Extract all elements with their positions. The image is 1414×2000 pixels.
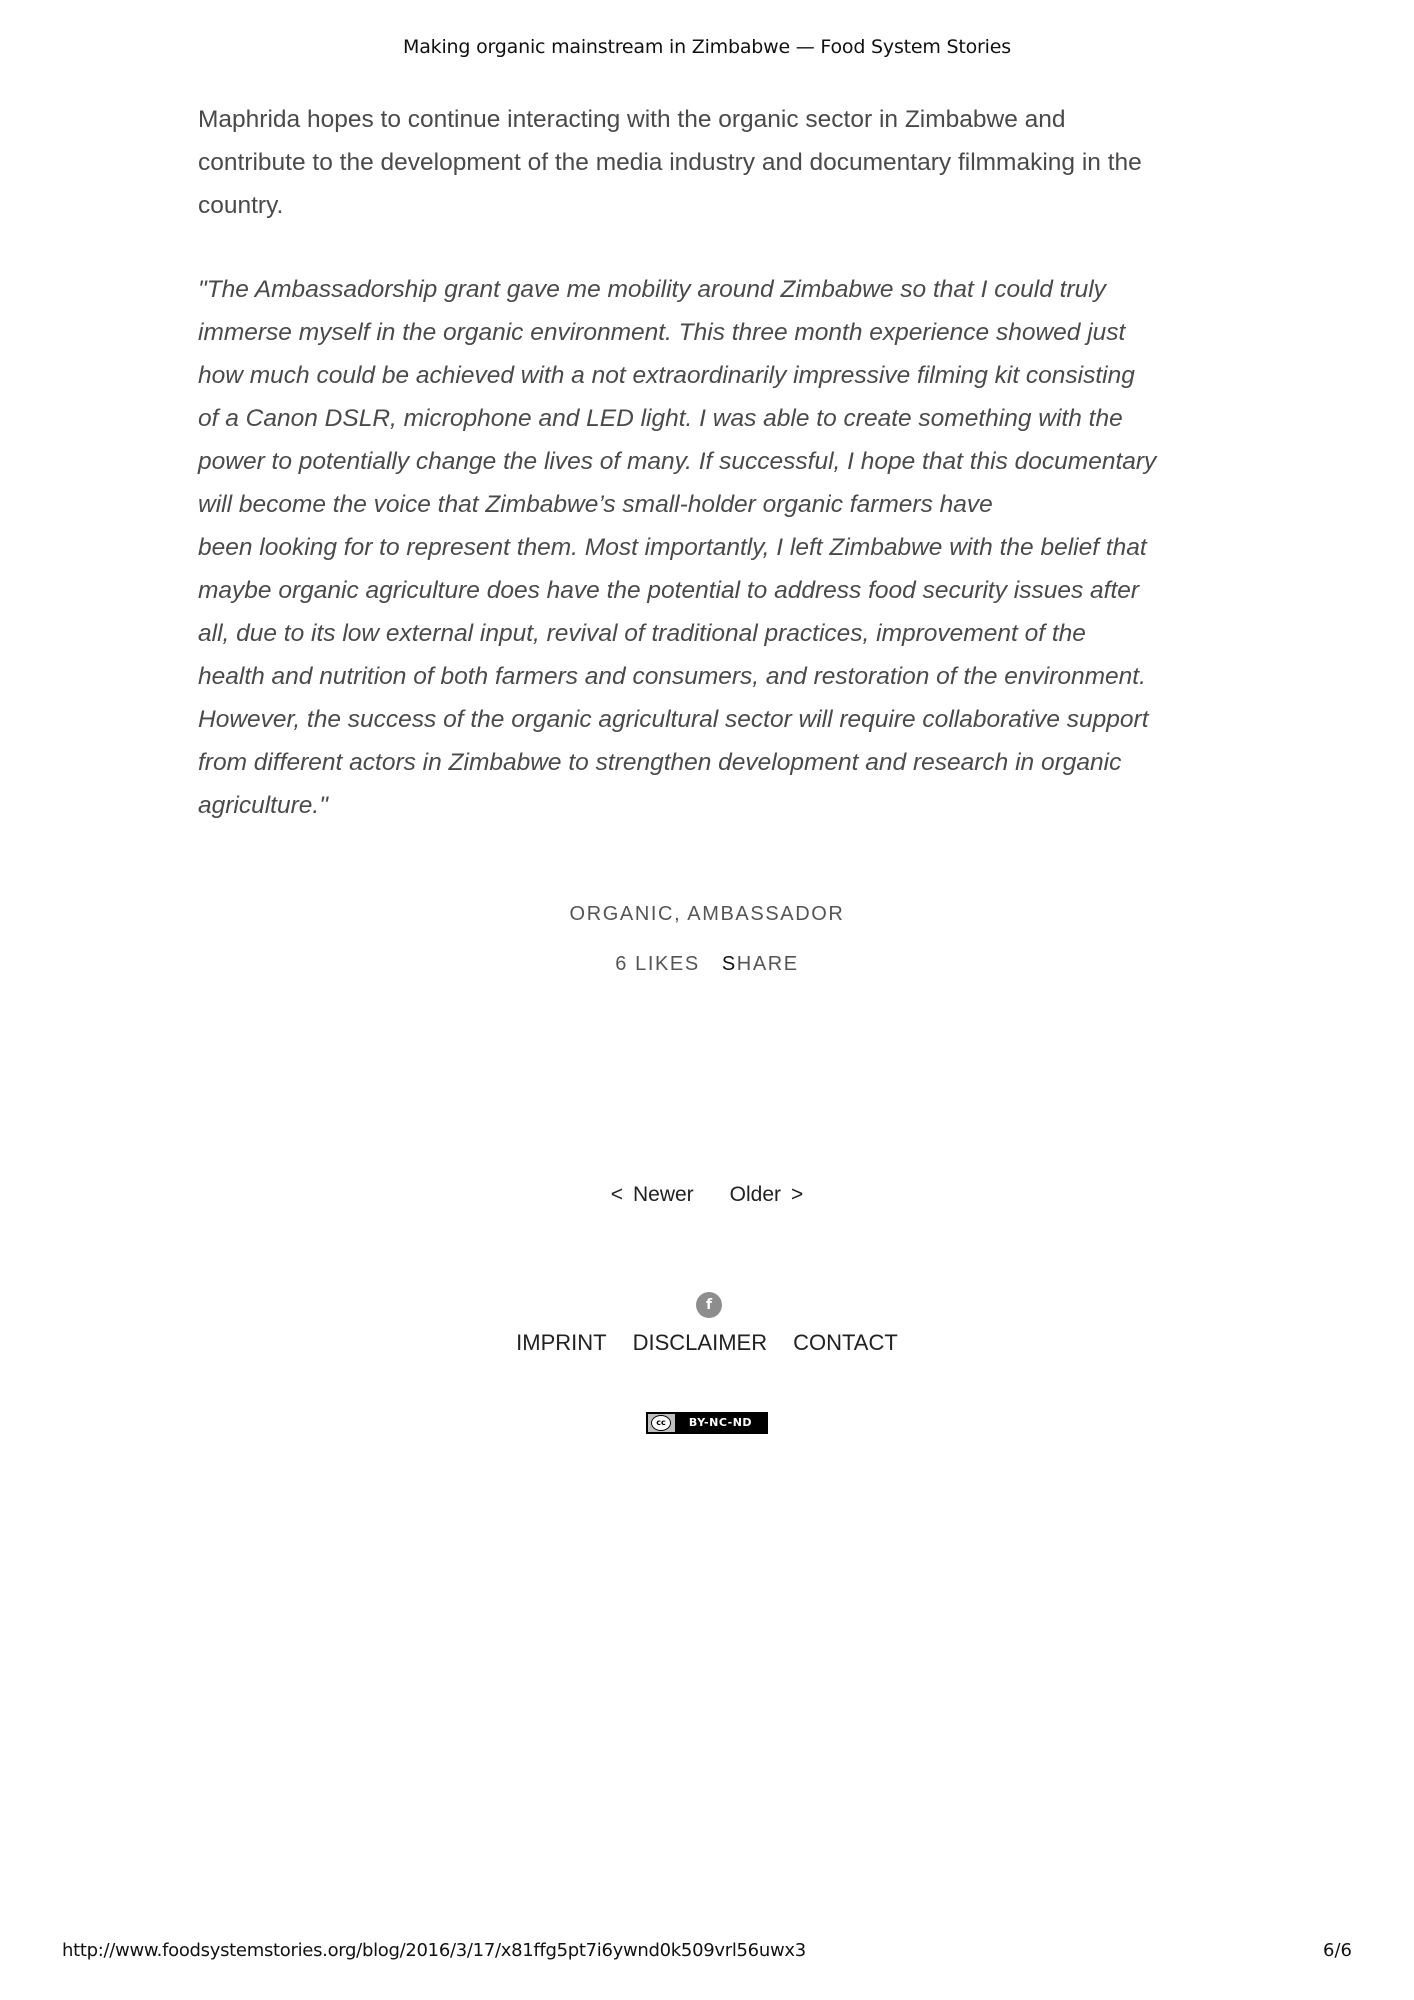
post-actions: [0, 953, 1414, 976]
quote-line: all, due to its low external input, revival of traditional practices, improvement of the: [198, 620, 1086, 647]
paragraph-line: Maphrida hopes to continue interacting with the organic sector in Zimbabwe and: [198, 106, 1066, 133]
cc-license-label: BY-NC-ND: [675, 1414, 766, 1432]
disclaimer-link[interactable]: DISCLAIMER: [632, 1330, 768, 1355]
quote-line: will become the voice that Zimbabwe’s small-holder organic farmers have: [198, 491, 993, 518]
cc-logo-icon: cc: [651, 1415, 671, 1431]
post-tags[interactable]: ORGANIC, AMBASSADOR: [569, 903, 845, 925]
quote-line: how much could be achieved with a not extraordinarily impressive filming kit consisting: [198, 362, 1135, 389]
quote-line: agriculture.": [198, 792, 328, 819]
quote-line: maybe organic agriculture does have the potential to address food security issues after: [198, 577, 1140, 604]
cc-license-badge[interactable]: [646, 1412, 768, 1434]
older-link[interactable]: [730, 1183, 814, 1206]
share-button[interactable]: [722, 953, 799, 975]
quote-line: health and nutrition of both farmers and consumers, and restoration of the environment.: [198, 663, 1146, 690]
quote-line: "The Ambassadorship grant gave me mobility around Zimbabwe so that I could truly: [198, 276, 1106, 303]
quote-line: of a Canon DSLR, microphone and LED light. I was able to create something with the: [198, 405, 1123, 432]
paragraph-line: country.: [198, 192, 284, 219]
likes-button[interactable]: 6 LIKES: [615, 953, 700, 975]
paragraph-line: contribute to the development of the media industry and documentary filmmaking in the: [198, 149, 1142, 176]
newer-label: Newer: [632, 1183, 694, 1206]
closing-paragraph: [198, 98, 1238, 227]
quote-line: been looking for to represent them. Most importantly, I left Zimbabwe with the belief that: [198, 534, 1147, 561]
print-page-number: 6/6: [1323, 1940, 1352, 1961]
older-label: Older: [729, 1183, 782, 1206]
quote-line: immerse myself in the organic environment. This three month experience showed just: [198, 319, 1126, 346]
quote-line: power to potentially change the lives of many. If successful, I hope that this documentary: [198, 448, 1157, 475]
newer-link[interactable]: [601, 1183, 694, 1206]
ambassador-quote: [198, 268, 1238, 827]
chevron-left-icon: <: [610, 1183, 623, 1206]
contact-link[interactable]: CONTACT: [793, 1330, 898, 1355]
facebook-icon[interactable]: f: [696, 1292, 722, 1318]
imprint-link[interactable]: IMPRINT: [516, 1330, 607, 1355]
chevron-right-icon: >: [791, 1183, 804, 1206]
print-footer-url: http://www.foodsystemstories.org/blog/2016/3/17/x81ffg5pt7i6ywnd0k509vrl56uwx3: [62, 1940, 806, 1961]
share-rest: HARE: [736, 953, 799, 975]
quote-line: However, the success of the organic agricultural sector will require collaborative support: [198, 706, 1149, 733]
footer-nav: [0, 1330, 1414, 1356]
share-initial: S: [721, 953, 737, 975]
article-body: [198, 98, 1238, 827]
print-header-title: Making organic mainstream in Zimbabwe — Food System Stories: [403, 36, 1011, 58]
post-pagination: [0, 1183, 1414, 1207]
quote-line: from different actors in Zimbabwe to strengthen development and research in organic: [198, 749, 1122, 776]
